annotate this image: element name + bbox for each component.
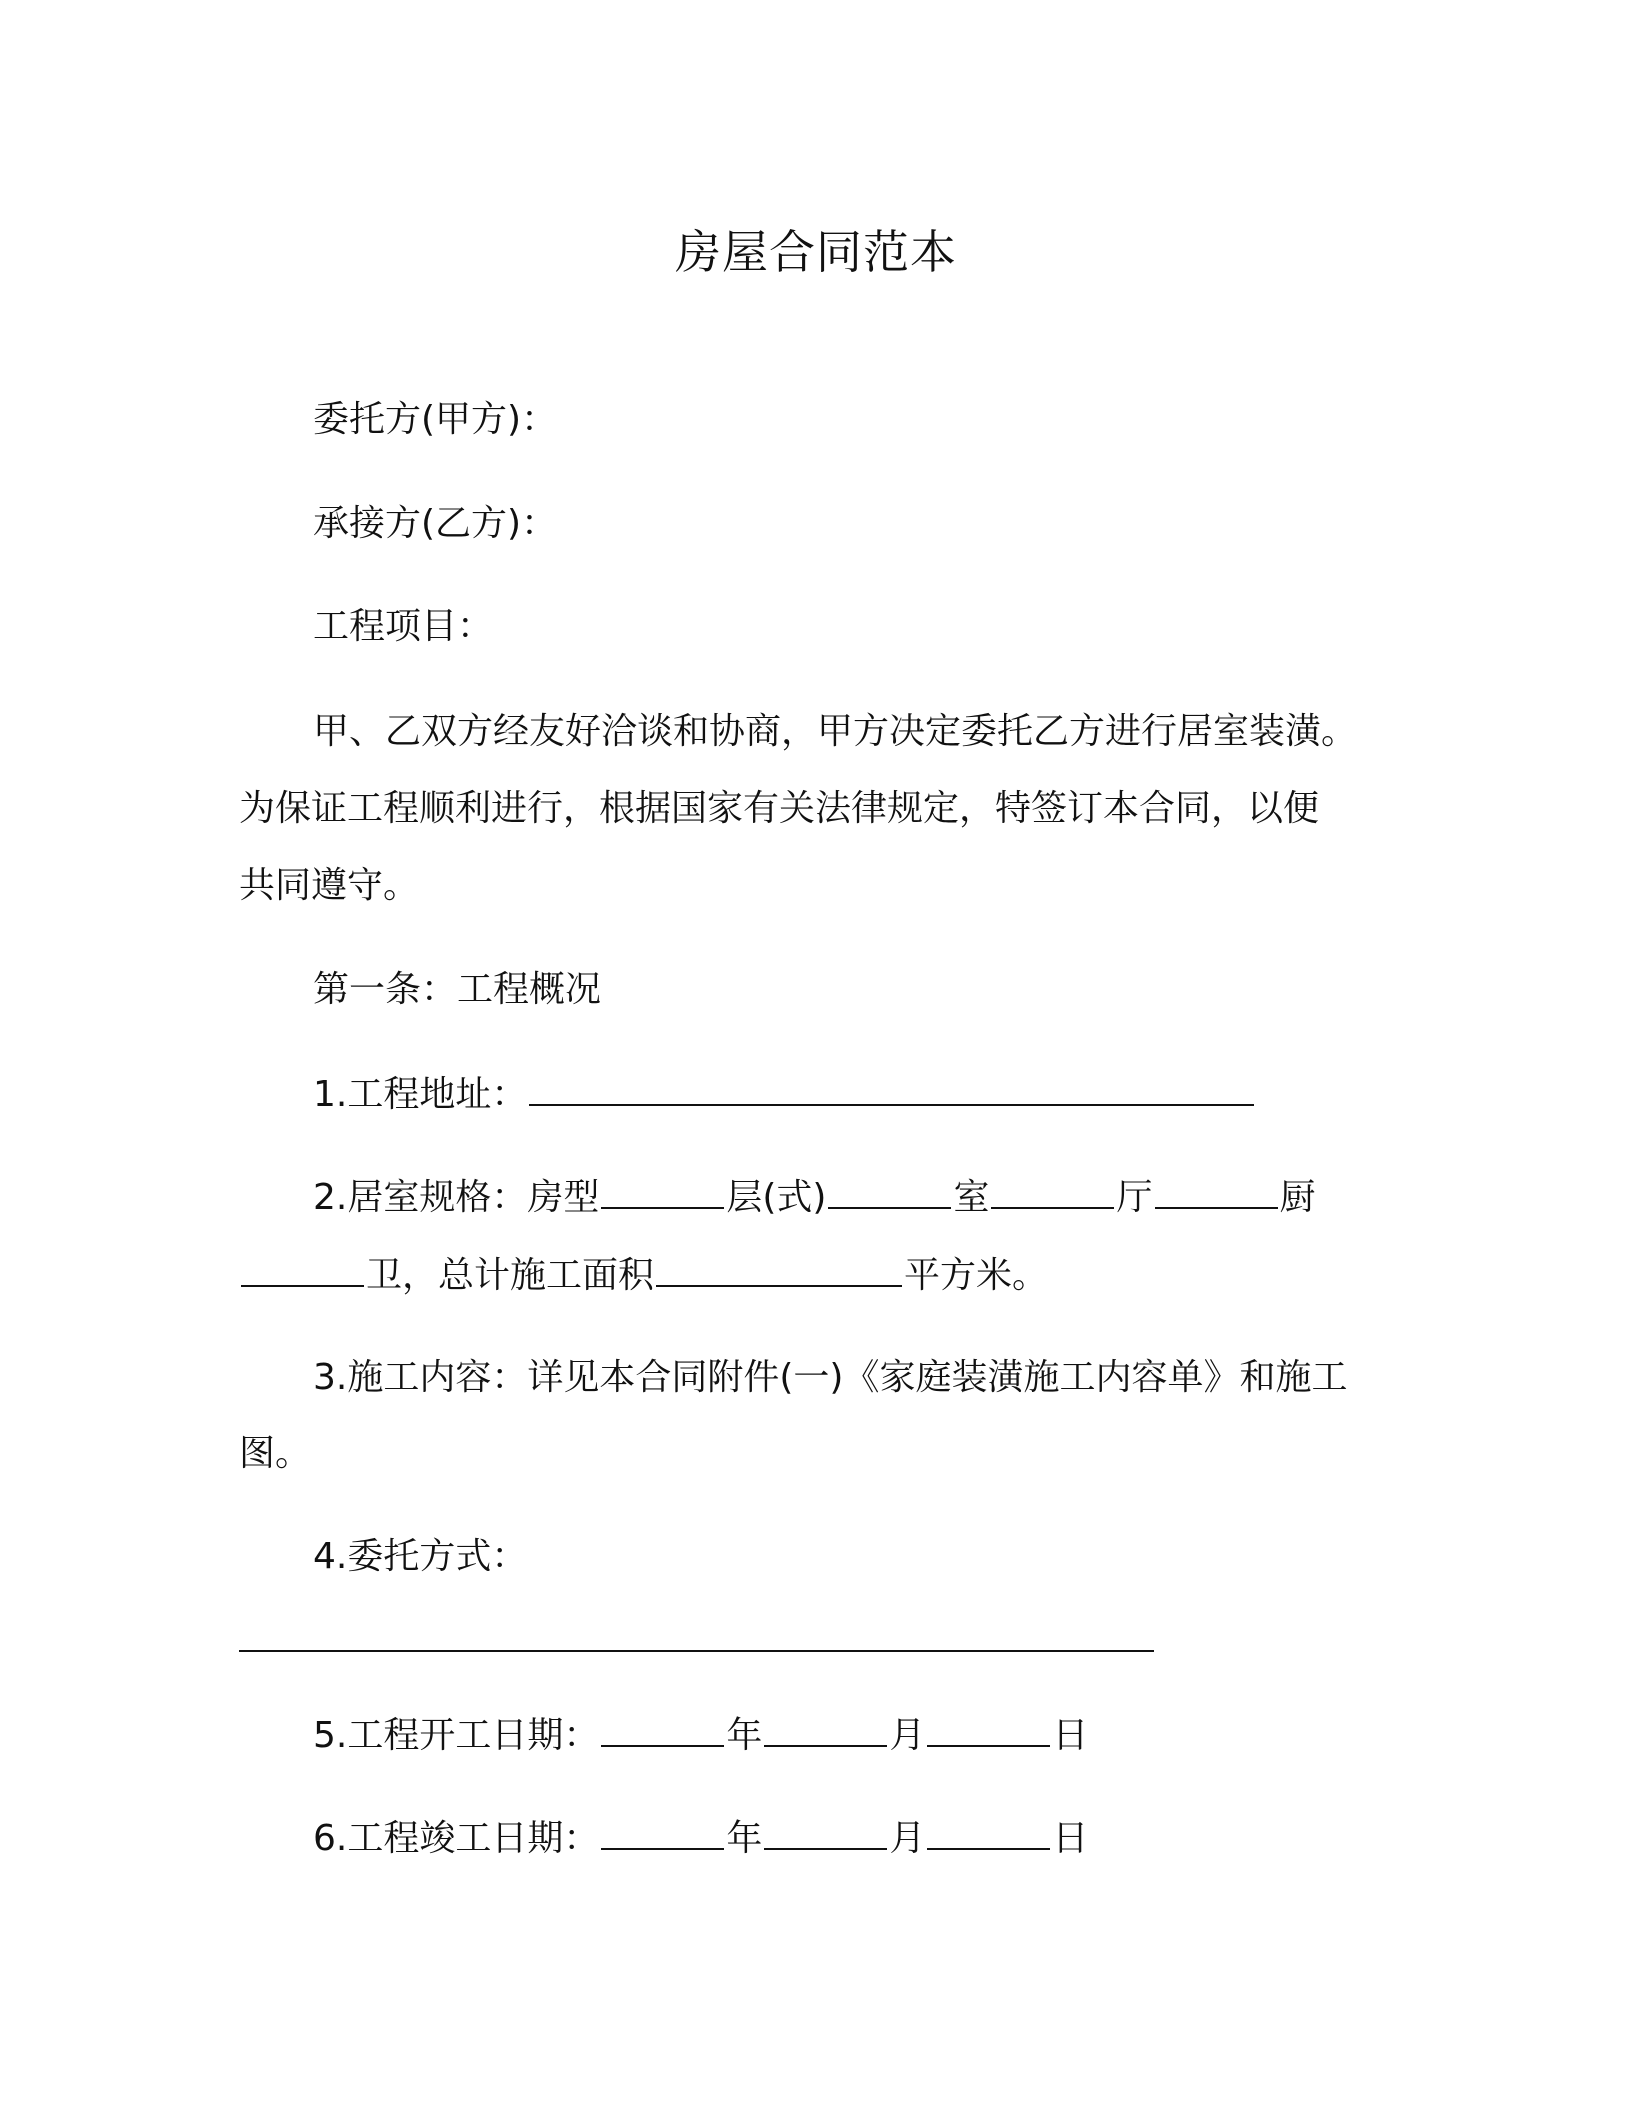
unit-type-blank	[601, 1177, 724, 1209]
spec-area-unit: 平方米。	[904, 1255, 1049, 1296]
content-line-2: 图。	[239, 1433, 312, 1474]
spec-kitchen: 厨	[1279, 1177, 1316, 1218]
address-row	[313, 1071, 1256, 1119]
end-month-text: 月	[889, 1818, 926, 1859]
spec-unit-type: 房型	[527, 1177, 600, 1218]
party-b-label: 承接方(乙方)：	[313, 503, 558, 544]
start-day-text: 日	[1052, 1715, 1089, 1756]
start-date-row	[313, 1712, 1088, 1760]
start-month-blank	[764, 1715, 887, 1747]
address-blank	[529, 1074, 1254, 1106]
kitchen-blank	[241, 1255, 364, 1287]
party-a-label: 委托方(甲方)：	[313, 399, 558, 440]
spec-bath: 卫，总计施工面积	[366, 1255, 655, 1296]
start-date-label: 5.工程开工日期：	[313, 1715, 600, 1756]
start-day-blank	[927, 1715, 1050, 1747]
end-day-blank	[927, 1818, 1050, 1850]
floor-blank	[828, 1177, 951, 1209]
start-month-text: 月	[889, 1715, 926, 1756]
end-year-blank	[601, 1818, 724, 1850]
spec-room: 室	[953, 1177, 990, 1218]
area-blank	[656, 1255, 902, 1287]
spec-row-2	[239, 1252, 1048, 1300]
end-year-text: 年	[726, 1818, 763, 1859]
content-line-1: 3.施工内容：详见本合同附件(一)《家庭装潢施工内容单》和施工	[313, 1357, 1348, 1398]
start-year-blank	[601, 1715, 724, 1747]
project-label: 工程项目：	[313, 606, 494, 647]
end-date-row	[313, 1815, 1088, 1863]
address-label: 1.工程地址：	[313, 1074, 528, 1115]
method-blank	[239, 1620, 1154, 1652]
end-day-text: 日	[1052, 1818, 1089, 1859]
method-row	[239, 1617, 1154, 1665]
intro-line-1: 甲、乙双方经友好洽谈和协商，甲方决定委托乙方进行居室装潢。	[313, 711, 1358, 752]
method-label: 4.委托方式：	[313, 1536, 528, 1577]
spec-label: 2.居室规格：	[313, 1177, 528, 1218]
document-title: 房屋合同范本	[675, 225, 957, 279]
room-blank	[991, 1177, 1114, 1209]
spec-floor: 层(式)	[726, 1177, 827, 1218]
spec-hall: 厅	[1116, 1177, 1153, 1218]
spec-row-1	[313, 1174, 1316, 1222]
article-1-heading: 第一条：工程概况	[313, 969, 602, 1010]
intro-line-2: 为保证工程顺利进行，根据国家有关法律规定，特签订本合同，以便	[239, 788, 1320, 829]
intro-line-3: 共同遵守。	[239, 865, 420, 906]
end-month-blank	[764, 1818, 887, 1850]
hall-blank	[1155, 1177, 1278, 1209]
start-year-text: 年	[726, 1715, 763, 1756]
end-date-label: 6.工程竣工日期：	[313, 1818, 600, 1859]
